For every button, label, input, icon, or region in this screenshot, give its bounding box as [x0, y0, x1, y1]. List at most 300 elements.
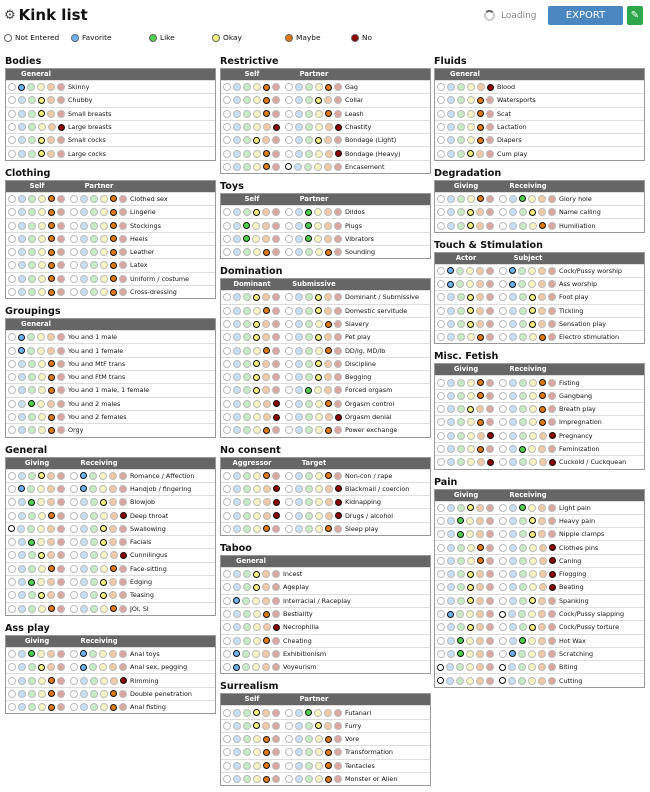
choice-not-entered[interactable]: [223, 709, 231, 717]
choice-no[interactable]: [272, 235, 280, 243]
choice-favorite[interactable]: [509, 195, 517, 203]
choice-like[interactable]: [243, 400, 251, 408]
choice-maybe[interactable]: [325, 321, 332, 328]
choice-no[interactable]: [119, 222, 127, 230]
choice-not-entered[interactable]: [223, 498, 231, 506]
choice-maybe[interactable]: [48, 289, 55, 296]
choice-maybe[interactable]: [263, 736, 270, 743]
choice-not-entered[interactable]: [8, 110, 16, 118]
choice-maybe[interactable]: [263, 307, 270, 314]
choice-okay[interactable]: [38, 275, 46, 283]
choice-favorite[interactable]: [233, 583, 241, 591]
choice-not-entered[interactable]: [8, 360, 16, 368]
choice-no[interactable]: [486, 530, 494, 538]
choice-favorite[interactable]: [447, 293, 455, 301]
choice-maybe[interactable]: [476, 208, 484, 216]
choice-no[interactable]: [487, 432, 494, 439]
choice-okay[interactable]: [38, 703, 46, 711]
choice-okay[interactable]: [100, 248, 108, 256]
choice-like[interactable]: [28, 261, 36, 269]
choice-like[interactable]: [457, 96, 465, 104]
choice-no[interactable]: [334, 775, 342, 783]
choice-no[interactable]: [57, 288, 65, 296]
choice-not-entered[interactable]: [70, 525, 78, 533]
choice-favorite[interactable]: [295, 150, 303, 158]
choice-not-entered[interactable]: [70, 472, 78, 480]
choice-okay[interactable]: [315, 485, 323, 493]
choice-favorite[interactable]: [18, 485, 25, 492]
choice-like[interactable]: [243, 163, 251, 171]
choice-like[interactable]: [90, 578, 98, 586]
choice-like[interactable]: [27, 83, 35, 91]
choice-no[interactable]: [57, 360, 65, 368]
choice-okay[interactable]: [467, 571, 474, 578]
choice-not-entered[interactable]: [8, 538, 16, 546]
choice-not-entered[interactable]: [285, 123, 293, 131]
choice-favorite[interactable]: [80, 485, 87, 492]
choice-like[interactable]: [457, 544, 465, 552]
choice-like[interactable]: [89, 650, 97, 658]
choice-no[interactable]: [57, 235, 65, 243]
choice-not-entered[interactable]: [8, 333, 16, 341]
choice-favorite[interactable]: [18, 538, 26, 546]
choice-maybe[interactable]: [263, 347, 270, 354]
choice-maybe[interactable]: [538, 445, 546, 453]
choice-favorite[interactable]: [233, 498, 241, 506]
choice-like[interactable]: [90, 703, 98, 711]
choice-like[interactable]: [519, 307, 527, 315]
choice-okay[interactable]: [253, 413, 261, 421]
choice-okay[interactable]: [38, 426, 46, 434]
choice-okay[interactable]: [38, 664, 45, 671]
choice-maybe[interactable]: [262, 222, 270, 230]
choice-not-entered[interactable]: [223, 400, 231, 408]
choice-no[interactable]: [272, 386, 280, 394]
choice-maybe[interactable]: [47, 136, 55, 144]
choice-okay[interactable]: [314, 163, 322, 171]
choice-okay[interactable]: [315, 374, 322, 381]
choice-okay[interactable]: [100, 565, 108, 573]
choice-no[interactable]: [272, 333, 280, 341]
choice-favorite[interactable]: [509, 458, 517, 466]
choice-maybe[interactable]: [48, 605, 55, 612]
choice-favorite[interactable]: [233, 525, 241, 533]
choice-favorite[interactable]: [233, 150, 241, 158]
choice-not-entered[interactable]: [70, 498, 78, 506]
choice-favorite[interactable]: [295, 498, 303, 506]
choice-no[interactable]: [57, 136, 65, 144]
choice-not-entered[interactable]: [437, 280, 445, 288]
choice-no[interactable]: [334, 110, 342, 118]
choice-not-entered[interactable]: [437, 650, 445, 658]
choice-not-entered[interactable]: [285, 248, 293, 256]
choice-like[interactable]: [305, 293, 313, 301]
choice-not-entered[interactable]: [8, 248, 16, 256]
choice-maybe[interactable]: [325, 498, 333, 506]
choice-favorite[interactable]: [80, 261, 88, 269]
choice-okay[interactable]: [314, 222, 322, 230]
choice-favorite[interactable]: [295, 512, 303, 520]
choice-no[interactable]: [548, 293, 556, 301]
choice-not-entered[interactable]: [499, 650, 507, 658]
choice-favorite[interactable]: [233, 110, 241, 118]
choice-favorite[interactable]: [509, 307, 517, 315]
choice-maybe[interactable]: [48, 275, 55, 282]
choice-like[interactable]: [519, 504, 526, 511]
choice-not-entered[interactable]: [8, 261, 16, 269]
choice-maybe[interactable]: [48, 565, 55, 572]
choice-not-entered[interactable]: [437, 307, 445, 315]
choice-no[interactable]: [334, 248, 342, 256]
choice-favorite[interactable]: [509, 432, 517, 440]
choice-not-entered[interactable]: [223, 525, 231, 533]
choice-maybe[interactable]: [110, 249, 117, 256]
choice-favorite[interactable]: [295, 472, 303, 480]
choice-like[interactable]: [27, 485, 35, 493]
choice-no[interactable]: [272, 150, 280, 158]
choice-not-entered[interactable]: [8, 703, 16, 711]
choice-no[interactable]: [548, 392, 556, 400]
choice-maybe[interactable]: [110, 209, 117, 216]
choice-maybe[interactable]: [48, 123, 56, 131]
choice-like[interactable]: [243, 386, 251, 394]
choice-maybe[interactable]: [263, 611, 270, 618]
choice-favorite[interactable]: [509, 379, 517, 387]
choice-maybe[interactable]: [47, 663, 55, 671]
choice-maybe[interactable]: [324, 222, 332, 230]
choice-like[interactable]: [243, 775, 251, 783]
choice-like[interactable]: [243, 485, 251, 493]
choice-not-entered[interactable]: [8, 690, 16, 698]
choice-like[interactable]: [519, 405, 527, 413]
choice-no[interactable]: [548, 504, 556, 512]
choice-no[interactable]: [486, 517, 494, 525]
choice-favorite[interactable]: [447, 418, 455, 426]
choice-like[interactable]: [90, 690, 98, 698]
choice-not-entered[interactable]: [437, 222, 445, 230]
choice-no[interactable]: [272, 472, 280, 480]
choice-not-entered[interactable]: [285, 333, 293, 341]
choice-favorite[interactable]: [80, 591, 88, 599]
choice-like[interactable]: [457, 570, 465, 578]
choice-maybe[interactable]: [110, 275, 117, 282]
choice-maybe[interactable]: [109, 472, 117, 480]
choice-not-entered[interactable]: [70, 195, 78, 203]
choice-maybe[interactable]: [477, 419, 484, 426]
choice-okay[interactable]: [529, 583, 537, 591]
choice-not-entered[interactable]: [8, 208, 16, 216]
choice-okay[interactable]: [466, 663, 474, 671]
choice-favorite[interactable]: [80, 565, 88, 573]
choice-okay[interactable]: [528, 280, 536, 288]
choice-okay[interactable]: [253, 83, 261, 91]
choice-okay[interactable]: [466, 280, 474, 288]
choice-no[interactable]: [119, 578, 127, 586]
choice-not-entered[interactable]: [437, 320, 445, 328]
choice-like[interactable]: [90, 538, 98, 546]
choice-okay[interactable]: [467, 504, 474, 511]
choice-maybe[interactable]: [47, 333, 55, 341]
choice-not-entered[interactable]: [8, 222, 16, 230]
choice-like[interactable]: [456, 663, 464, 671]
choice-like[interactable]: [305, 525, 313, 533]
choice-like[interactable]: [305, 96, 313, 104]
choice-like[interactable]: [243, 248, 251, 256]
choice-okay[interactable]: [38, 123, 46, 131]
choice-maybe[interactable]: [325, 749, 332, 756]
choice-okay[interactable]: [529, 517, 536, 524]
choice-okay[interactable]: [252, 235, 260, 243]
choice-no[interactable]: [272, 426, 280, 434]
choice-not-entered[interactable]: [223, 722, 231, 730]
choice-not-entered[interactable]: [499, 530, 507, 538]
choice-like[interactable]: [519, 195, 526, 202]
choice-no[interactable]: [57, 677, 65, 685]
choice-favorite[interactable]: [509, 517, 517, 525]
choice-like[interactable]: [243, 722, 251, 730]
choice-okay[interactable]: [38, 512, 46, 520]
choice-not-entered[interactable]: [437, 96, 445, 104]
choice-no[interactable]: [57, 275, 65, 283]
choice-no[interactable]: [486, 583, 494, 591]
choice-favorite[interactable]: [18, 472, 26, 480]
choice-maybe[interactable]: [477, 195, 484, 202]
choice-okay[interactable]: [467, 597, 474, 604]
choice-not-entered[interactable]: [8, 650, 16, 658]
choice-okay[interactable]: [253, 347, 261, 355]
choice-no[interactable]: [486, 136, 494, 144]
choice-like[interactable]: [243, 347, 251, 355]
choice-favorite[interactable]: [233, 293, 241, 301]
choice-like[interactable]: [28, 591, 36, 599]
gear-icon[interactable]: ⚙: [4, 7, 16, 23]
choice-okay[interactable]: [529, 392, 537, 400]
choice-no[interactable]: [272, 373, 280, 381]
choice-favorite[interactable]: [18, 413, 26, 421]
choice-not-entered[interactable]: [499, 570, 507, 578]
choice-favorite[interactable]: [447, 208, 455, 216]
choice-okay[interactable]: [253, 150, 261, 158]
choice-no[interactable]: [57, 605, 65, 613]
choice-like[interactable]: [28, 605, 36, 613]
choice-favorite[interactable]: [18, 512, 26, 520]
choice-maybe[interactable]: [477, 137, 484, 144]
choice-no[interactable]: [272, 110, 280, 118]
choice-favorite[interactable]: [233, 83, 241, 91]
choice-maybe[interactable]: [325, 110, 332, 117]
choice-okay[interactable]: [315, 525, 323, 533]
choice-favorite[interactable]: [18, 605, 26, 613]
choice-okay[interactable]: [37, 347, 45, 355]
choice-no[interactable]: [334, 333, 342, 341]
choice-no[interactable]: [57, 663, 65, 671]
choice-maybe[interactable]: [110, 195, 117, 202]
choice-not-entered[interactable]: [499, 544, 507, 552]
choice-not-entered[interactable]: [223, 650, 231, 658]
choice-no[interactable]: [486, 267, 494, 275]
choice-maybe[interactable]: [538, 650, 546, 658]
choice-like[interactable]: [305, 83, 313, 91]
choice-okay[interactable]: [467, 557, 475, 565]
choice-favorite[interactable]: [233, 235, 241, 243]
choice-okay[interactable]: [38, 552, 45, 559]
choice-no[interactable]: [334, 320, 342, 328]
choice-maybe[interactable]: [47, 591, 55, 599]
choice-no[interactable]: [273, 400, 280, 407]
choice-maybe[interactable]: [47, 96, 55, 104]
choice-favorite[interactable]: [509, 544, 517, 552]
choice-no[interactable]: [119, 208, 127, 216]
choice-no[interactable]: [57, 248, 65, 256]
choice-like[interactable]: [90, 195, 98, 203]
choice-no[interactable]: [486, 597, 494, 605]
choice-okay[interactable]: [315, 347, 323, 355]
choice-favorite[interactable]: [447, 333, 455, 341]
choice-like[interactable]: [304, 163, 312, 171]
choice-like[interactable]: [243, 83, 251, 91]
choice-maybe[interactable]: [110, 704, 117, 711]
choice-okay[interactable]: [315, 320, 323, 328]
choice-maybe[interactable]: [325, 427, 332, 434]
choice-favorite[interactable]: [80, 498, 88, 506]
choice-favorite[interactable]: [509, 570, 517, 578]
choice-okay[interactable]: [315, 150, 323, 158]
choice-okay[interactable]: [38, 413, 46, 421]
choice-like[interactable]: [28, 512, 36, 520]
choice-okay[interactable]: [529, 321, 536, 328]
choice-favorite[interactable]: [509, 650, 516, 657]
choice-okay[interactable]: [37, 650, 45, 658]
choice-no[interactable]: [273, 512, 280, 519]
choice-favorite[interactable]: [80, 472, 87, 479]
choice-favorite[interactable]: [18, 334, 25, 341]
choice-no[interactable]: [57, 512, 65, 520]
choice-favorite[interactable]: [446, 663, 454, 671]
choice-maybe[interactable]: [539, 379, 546, 386]
choice-okay[interactable]: [315, 735, 323, 743]
choice-not-entered[interactable]: [70, 538, 78, 546]
choice-okay[interactable]: [467, 333, 475, 341]
choice-maybe[interactable]: [262, 663, 270, 671]
choice-not-entered[interactable]: [223, 775, 231, 783]
choice-favorite[interactable]: [447, 405, 455, 413]
choice-favorite[interactable]: [233, 570, 241, 578]
choice-maybe[interactable]: [324, 360, 332, 368]
choice-maybe[interactable]: [110, 551, 118, 559]
choice-okay[interactable]: [528, 504, 536, 512]
choice-favorite[interactable]: [295, 110, 303, 118]
choice-maybe[interactable]: [477, 392, 484, 399]
choice-okay[interactable]: [100, 690, 108, 698]
choice-no[interactable]: [335, 150, 342, 157]
choice-okay[interactable]: [38, 248, 46, 256]
choice-like[interactable]: [519, 333, 527, 341]
choice-no[interactable]: [273, 485, 280, 492]
choice-maybe[interactable]: [263, 525, 270, 532]
choice-no[interactable]: [486, 208, 494, 216]
choice-not-entered[interactable]: [499, 195, 507, 203]
choice-no[interactable]: [335, 499, 342, 506]
choice-maybe[interactable]: [477, 432, 485, 440]
choice-maybe[interactable]: [263, 163, 270, 170]
choice-favorite[interactable]: [18, 498, 26, 506]
choice-favorite[interactable]: [233, 426, 241, 434]
choice-favorite[interactable]: [233, 637, 241, 645]
choice-no[interactable]: [119, 485, 127, 493]
choice-favorite[interactable]: [509, 530, 517, 538]
choice-maybe[interactable]: [109, 578, 117, 586]
choice-favorite[interactable]: [18, 663, 26, 671]
choice-no[interactable]: [272, 347, 280, 355]
choice-no[interactable]: [548, 379, 556, 387]
choice-no[interactable]: [119, 650, 127, 658]
choice-okay[interactable]: [253, 123, 261, 131]
choice-okay[interactable]: [100, 499, 107, 506]
choice-okay[interactable]: [100, 551, 108, 559]
choice-no[interactable]: [273, 414, 280, 421]
choice-not-entered[interactable]: [499, 293, 507, 301]
choice-like[interactable]: [28, 386, 36, 394]
choice-maybe[interactable]: [325, 400, 332, 407]
choice-no[interactable]: [548, 208, 556, 216]
choice-okay[interactable]: [315, 110, 323, 118]
choice-like[interactable]: [305, 400, 313, 408]
choice-not-entered[interactable]: [437, 610, 445, 618]
choice-favorite[interactable]: [295, 333, 303, 341]
choice-maybe[interactable]: [324, 333, 332, 341]
choice-not-entered[interactable]: [8, 512, 16, 520]
choice-not-entered[interactable]: [8, 235, 16, 243]
choice-maybe[interactable]: [325, 150, 333, 158]
choice-like[interactable]: [305, 235, 312, 242]
choice-maybe[interactable]: [476, 320, 484, 328]
choice-not-entered[interactable]: [437, 110, 445, 118]
choice-maybe[interactable]: [262, 597, 270, 605]
choice-not-entered[interactable]: [285, 163, 292, 170]
choice-maybe[interactable]: [47, 83, 55, 91]
choice-favorite[interactable]: [295, 248, 303, 256]
choice-maybe[interactable]: [48, 704, 55, 711]
choice-maybe[interactable]: [325, 736, 332, 743]
choice-maybe[interactable]: [539, 392, 546, 399]
choice-favorite[interactable]: [509, 267, 516, 274]
choice-no[interactable]: [334, 96, 342, 104]
choice-maybe[interactable]: [109, 591, 117, 599]
choice-okay[interactable]: [38, 360, 46, 368]
choice-not-entered[interactable]: [437, 150, 445, 158]
export-button[interactable]: EXPORT: [548, 6, 623, 25]
choice-okay[interactable]: [467, 150, 474, 157]
choice-not-entered[interactable]: [285, 512, 293, 520]
choice-favorite[interactable]: [447, 570, 455, 578]
choice-okay[interactable]: [100, 703, 108, 711]
choice-no[interactable]: [335, 124, 342, 131]
choice-maybe[interactable]: [47, 498, 55, 506]
choice-like[interactable]: [519, 530, 527, 538]
choice-maybe[interactable]: [324, 293, 332, 301]
choice-favorite[interactable]: [295, 235, 303, 243]
choice-no[interactable]: [120, 552, 127, 559]
choice-like[interactable]: [90, 551, 98, 559]
choice-not-entered[interactable]: [223, 735, 231, 743]
choice-favorite[interactable]: [80, 650, 87, 657]
choice-no[interactable]: [58, 124, 65, 131]
choice-okay[interactable]: [37, 578, 45, 586]
choice-favorite[interactable]: [18, 275, 26, 283]
choice-no[interactable]: [119, 498, 127, 506]
choice-not-entered[interactable]: [223, 136, 231, 144]
choice-maybe[interactable]: [325, 347, 332, 354]
